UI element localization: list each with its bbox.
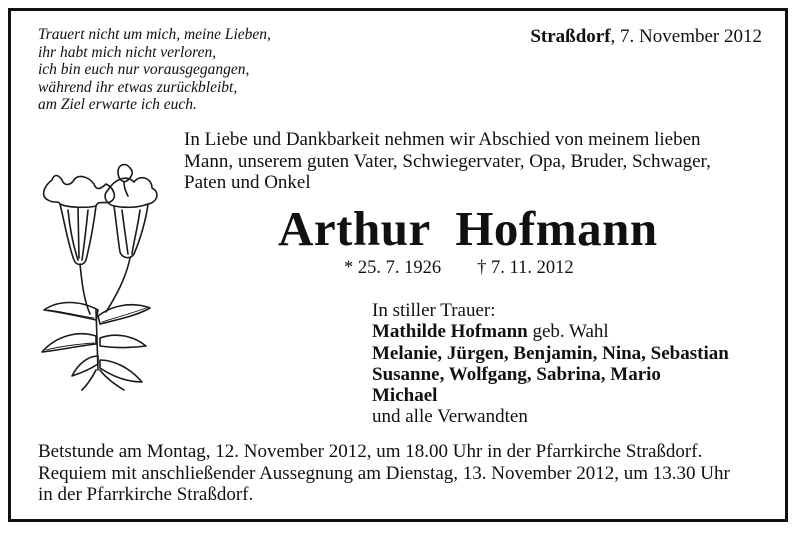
gentian-flower-icon [34, 160, 168, 396]
service-line: Betstunde am Montag, 12. November 2012, um 18.00 Uhr in der Pfarrkirche Straßdorf. [38, 441, 703, 462]
mourners-heading: In stiller Trauer: [372, 300, 496, 321]
mourner-names: Susanne, Wolfgang, Sabrina, Mario [372, 363, 661, 385]
life-dates [344, 258, 574, 279]
mourner-line [372, 343, 729, 364]
poem-line: ihr habt mich nicht verloren, [38, 43, 217, 61]
poem-line: am Ziel erwarte ich euch. [38, 96, 197, 114]
service-line: Requiem mit anschließender Aussegnung am Dienstag, 13. November 2012, um 13.30 Uhr [38, 462, 730, 484]
mourner-names: Melanie, Jürgen, Benjamin, Nina, Sebastian [372, 342, 729, 364]
service-line: in der Pfarrkirche Straßdorf. [38, 484, 254, 505]
poem-line: ich bin euch nur vorausgegangen, [38, 61, 250, 79]
mourner-line [372, 364, 729, 385]
deceased-name: Arthur Hofmann [278, 201, 658, 256]
service-info [38, 441, 730, 506]
mourners-closing: und alle Verwandten [372, 406, 528, 428]
widow-line [372, 321, 729, 342]
intro-line: In Liebe und Dankbarkeit nehmen wir Abschied von meinem lieben [184, 129, 701, 150]
poem-line: Trauert nicht um mich, meine Lieben, [38, 26, 271, 43]
widow-name: Mathilde Hofmann [372, 321, 528, 343]
poem-line: während ihr etwas zurückbleibt, [38, 78, 238, 96]
mourner-line [372, 385, 729, 406]
date: , 7. November 2012 [610, 26, 762, 47]
mourners [372, 300, 729, 428]
birth-date: * 25. 7. 1926 [344, 258, 442, 278]
widow-suffix: geb. Wahl [527, 321, 609, 343]
intro-line: Mann, unserem guten Vater, Schwiegervater, Opa, Bruder, Schwager, [184, 150, 711, 172]
poem [38, 26, 271, 114]
place-date [530, 26, 762, 48]
intro-line: Paten und Onkel [184, 172, 311, 193]
death-date: † 7. 11. 2012 [477, 258, 574, 278]
mourner-names: Michael [372, 385, 438, 407]
place: Straßdorf [530, 26, 611, 47]
intro-text [184, 129, 711, 194]
